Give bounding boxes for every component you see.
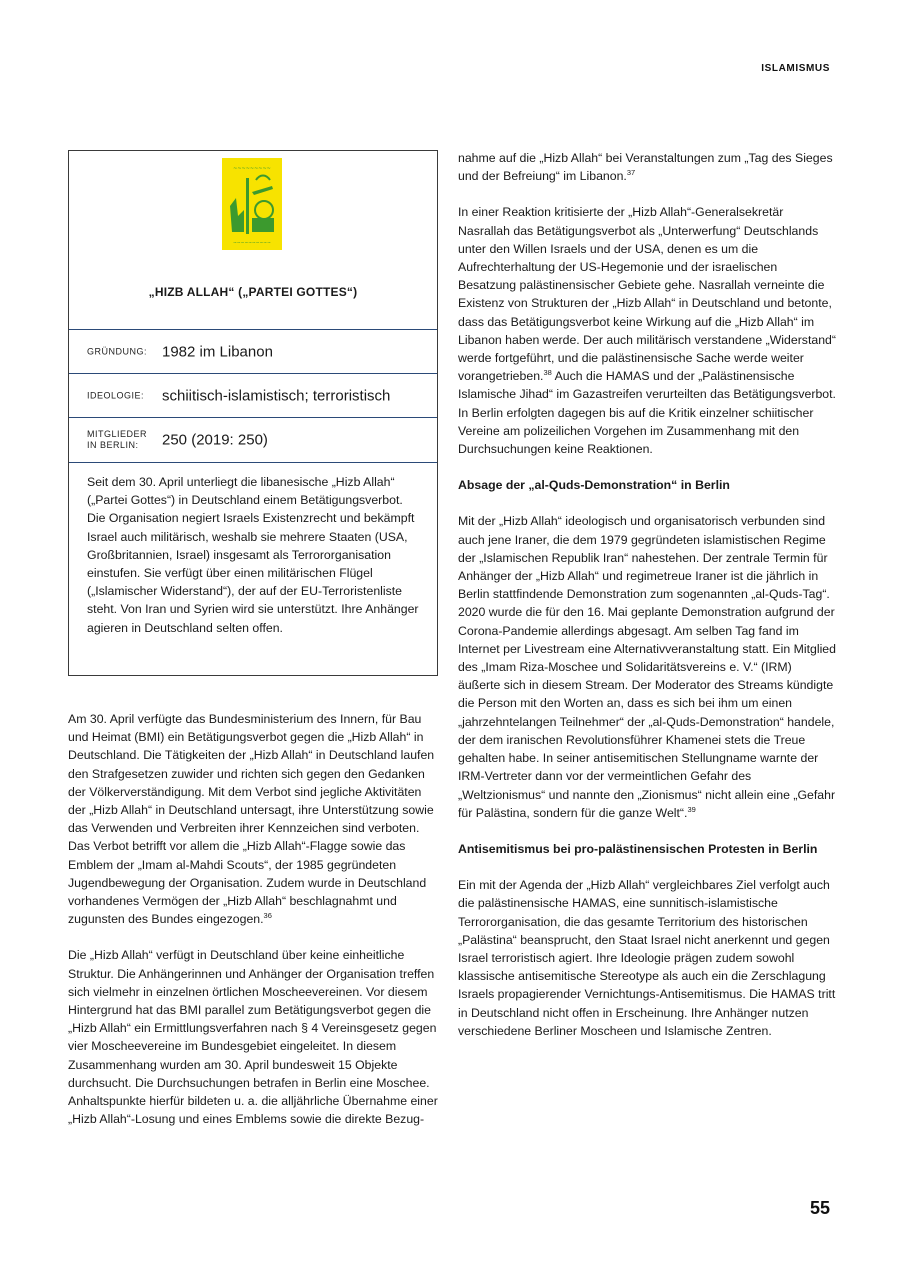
paragraph: Ein mit der Agenda der „Hizb Allah“ vergleichbares Ziel verfolgt auch die palästinensische HAMAS, eine sunnitisch-islamistische Terrororganisation, die das gesamte Territorium des historischen „Palästina“ beansprucht, den Staat Israel nicht anerkennt und gegen Israel terroristisch agiert. Ihre Ideologie prägen zudem sowohl klassische antisemitische Stereotype als auch ein die Zerschlagung Israels propagierender Vernichtungs-Antisemitismus. Die HAMAS tritt in Deutschland nicht offen in Erscheinung. Ihre Anhänger nutzen verschiedene Berliner Moscheen und Islamische Zentren. xyxy=(458,878,836,1038)
svg-text:~~~~~~~~~~: ~~~~~~~~~~ xyxy=(233,241,271,246)
footnote-ref: 38 xyxy=(543,368,552,378)
section-heading: Absage der „al-Quds-Demonstration“ in Berlin xyxy=(458,478,730,493)
info-row-founding xyxy=(69,329,437,373)
organization-description: Seit dem 30. April unterliegt die libanesische „Hizb Allah“ („Partei Gottes“) in Deutschland einem Betätigungsverbot. Die Organisation negiert Israels Existenzrecht und bekämpft Israel auch militärisch, weshalb sie mehrere Staaten (USA, Großbritannien, Israel) insgesamt als Terrororganisation einstufen. Sie verfügt über einen militärischen Flügel („Islamischer Widerstand“), der auf der EU-Terroristenliste steht. Von Iran und Syrien wird sie unterstützt. Ihre Anhänger agieren in Deutschland selten offen. xyxy=(87,475,419,635)
section-heading: Antisemitismus bei pro-palästinensischen Protesten in Berlin xyxy=(458,841,818,856)
info-value-founding: 1982 im Libanon xyxy=(162,343,273,360)
hizb-allah-logo xyxy=(222,158,282,250)
info-key-members: MITGLIEDER IN BERLIN: xyxy=(87,429,148,450)
footnote-ref: 36 xyxy=(263,911,272,921)
paragraph: Mit der „Hizb Allah“ ideologisch und organisatorisch verbunden sind auch jene Iraner, die dem 1979 gegründeten islamistischen Regime der „Islamischen Republik Iran“ nahestehen. Der zentrale Termin für Anhänger der „Hizb Allah“ und regimetreue Iraner ist die jährlich in Berlin stattfindende Demonstration zum sogenannten „al-Quds-Tag“. 2020 wurde die für den 16. Mai geplante Demonstration aufgrund der Corona-Pandemie allerdings abgesagt. Am selben Tag fand im Internet per Livestream eine Alternativveranstaltung statt. Ein Mitglied des „Imam Riza-Moschee und Solidaritätsvereins e. V.“ (IRM) äußerte sich in diesem Stream. Der Moderator des Streams kündigte die Person mit den Worten an, dass es sich bei ihm um einen „jahrzehntelangen Teilnehmer“ der „al-Quds-Demonstration“ handele, der dem iranischen Revolutionsführer Khamenei stets die Treue gehalten habe. In seiner antisemitischen Stellungname warnte der IRM-Vertreter dann vor der vermeintlichen Gefahr des „Weltzionismus“ und nannte den „Zionismus“ nicht allein eine „Gefahr für Palästina, sondern für die ganze Welt“.$^{39}$ xyxy=(458,514,836,820)
info-row-ideology xyxy=(69,373,437,417)
info-value-members: 250 (2019: 250) xyxy=(162,431,268,449)
right-column xyxy=(458,149,836,1058)
paragraph: In einer Reaktion kritisierte der „Hizb Allah“-Generalsekretär Nasrallah das Betätigungsverbot als „Unterwerfung“ Deutschlands unter den Willen Israels und der USA, denen es um die Aufrechterhaltung der US-Hegemonie und der israelischen Besatzung palästinensischer Gebiete gehe. Nasrallah verneinte die Existenz von Strukturen der „Hizb Allah“ in Deutschland und betonte, dass das Betätigungsverbot keine Wirkung auf die „Hizb Allah“ im Libanon haben werde. Der auch militärisch verstandene „Widerstand“ werde fortgeführt, und die palästinensische Sache werde weiter vorangetrieben.$^{38}$ Auch die HAMAS und der „Palästinensische Islamische Jihad“ im Gazastreifen verurteilten das Betätigungsverbot. In Berlin erfolgten dagegen bis auf die Kritik einzelner schiitischer Vereine am polizeilichen Vorgehen im Zusammenhang mit den Durchsuchungen keine Reaktionen. xyxy=(458,205,836,457)
section-header-label: ISLAMISMUS xyxy=(761,63,830,74)
info-key-ideology: IDEOLOGIE: xyxy=(87,390,145,400)
paragraph: Am 30. April verfügte das Bundesministerium des Innern, für Bau und Heimat (BMI) ein Betätigungsverbot gegen die „Hizb Allah“ in Deutschland. Die Tätigkeiten der „Hizb Allah“ in Deutschland laufen den Strafgesetzen zuwider und richten sich gegen den Gedanken der Völkerverständigung. Mit dem Verbot sind jegliche Aktivitäten der „Hizb Allah“ in Deutschland untersagt, ihre Unterstützung sowie das Verwenden und Verbreiten ihrer Kennzeichen sind verboten. Das Verbot betrifft vor allem die „Hizb Allah“-Flagge sowie das Emblem der „Imam al-Mahdi Scouts“, der 1985 gegründeten Jugendbewegung der Organisation. Zudem wurde in Deutschland vorhandenes Vermögen der „Hizb Allah“ beschlagnahmt und zugunsten des Bundes eingezogen.$^{36}$ xyxy=(68,712,435,927)
paragraph: nahme auf die „Hizb Allah“ bei Veranstaltungen zum „Tag des Sieges und der Befreiung“ im Libanon.$^{37}$ xyxy=(458,151,833,184)
left-column xyxy=(68,710,440,1146)
footnote-ref: 39 xyxy=(687,804,696,814)
organization-title: „HIZB ALLAH“ („PARTEI GOTTES“) xyxy=(148,285,358,299)
info-value-ideology: schiitisch-islamistisch; terroristisch xyxy=(162,387,391,404)
footnote-ref: 37 xyxy=(626,168,636,178)
info-key-founding: GRÜNDUNG: xyxy=(87,346,147,356)
organization-info-box xyxy=(68,150,438,676)
page-number: 55 xyxy=(809,1198,830,1218)
paragraph: Die „Hizb Allah“ verfügt in Deutschland über keine einheitliche Struktur. Die Anhängerinnen und Anhänger der Organisation treffen sich vielmehr in einzelnen örtlichen Moscheevereinen. Vor diesem Hintergrund hat das BMI parallel zum Betätigungsverbot gegen die „Hizb Allah“ ein Ermittlungsverfahren nach § 4 Vereinsgesetz gegen vier Moscheevereine im Bundesgebiet eingeleitet. In diesem Zusammenhang wurden am 30. April bundesweit 15 Objekte durchsucht. Die Durchsuchungen betrafen in Berlin eine Moschee. Anhaltspunkte hierfür bildeten u. a. die alljährliche Übernahme einer „Hizb Allah“-Losung und eines Emblems sowie die direkte Bezug- xyxy=(68,948,438,1127)
svg-text:~~~~~~~~~: ~~~~~~~~~ xyxy=(233,166,271,172)
info-row-members xyxy=(69,417,437,463)
